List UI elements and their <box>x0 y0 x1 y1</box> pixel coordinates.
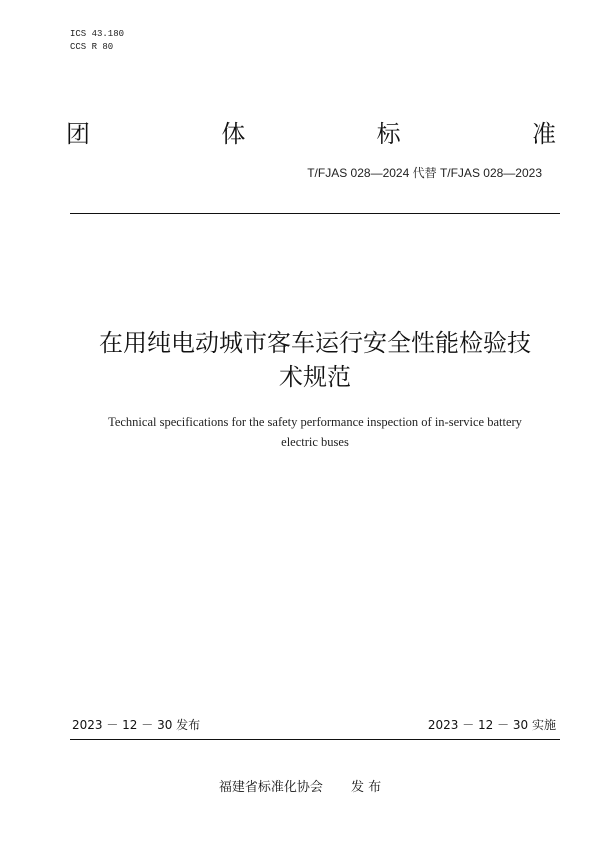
standard-type-char: 团 <box>66 120 90 148</box>
classification-codes <box>70 28 124 54</box>
standard-number: T/FJAS 028—2024 代替 T/FJAS 028—2023 <box>307 166 542 180</box>
top-divider <box>70 213 560 214</box>
standard-type-heading <box>66 114 556 149</box>
issue-action: 发 布 <box>350 780 382 795</box>
standard-type-char: 标 <box>376 120 401 148</box>
english-title <box>70 412 560 452</box>
english-title-line: Technical specifications for the safety performance inspection of in-service battery <box>108 415 522 429</box>
publish-date: 2023 － 12 － 30 发布 <box>72 718 201 732</box>
chinese-title-line: 在用纯电动城市客车运行安全性能检验技 <box>99 329 531 357</box>
chinese-title-line: 术规范 <box>279 363 351 391</box>
bottom-divider <box>70 739 560 740</box>
ccs-code: CCS R 80 <box>70 42 114 52</box>
implement-date: 2023 － 12 － 30 实施 <box>427 718 556 732</box>
organization-name: 福建省标准化协会 <box>218 780 323 795</box>
standard-type-char: 体 <box>221 120 246 148</box>
issuing-organization <box>0 776 600 795</box>
english-title-line: electric buses <box>281 435 349 449</box>
standard-type-char: 准 <box>531 120 556 148</box>
chinese-title <box>70 326 560 394</box>
ics-code: ICS 43.180 <box>70 29 125 39</box>
